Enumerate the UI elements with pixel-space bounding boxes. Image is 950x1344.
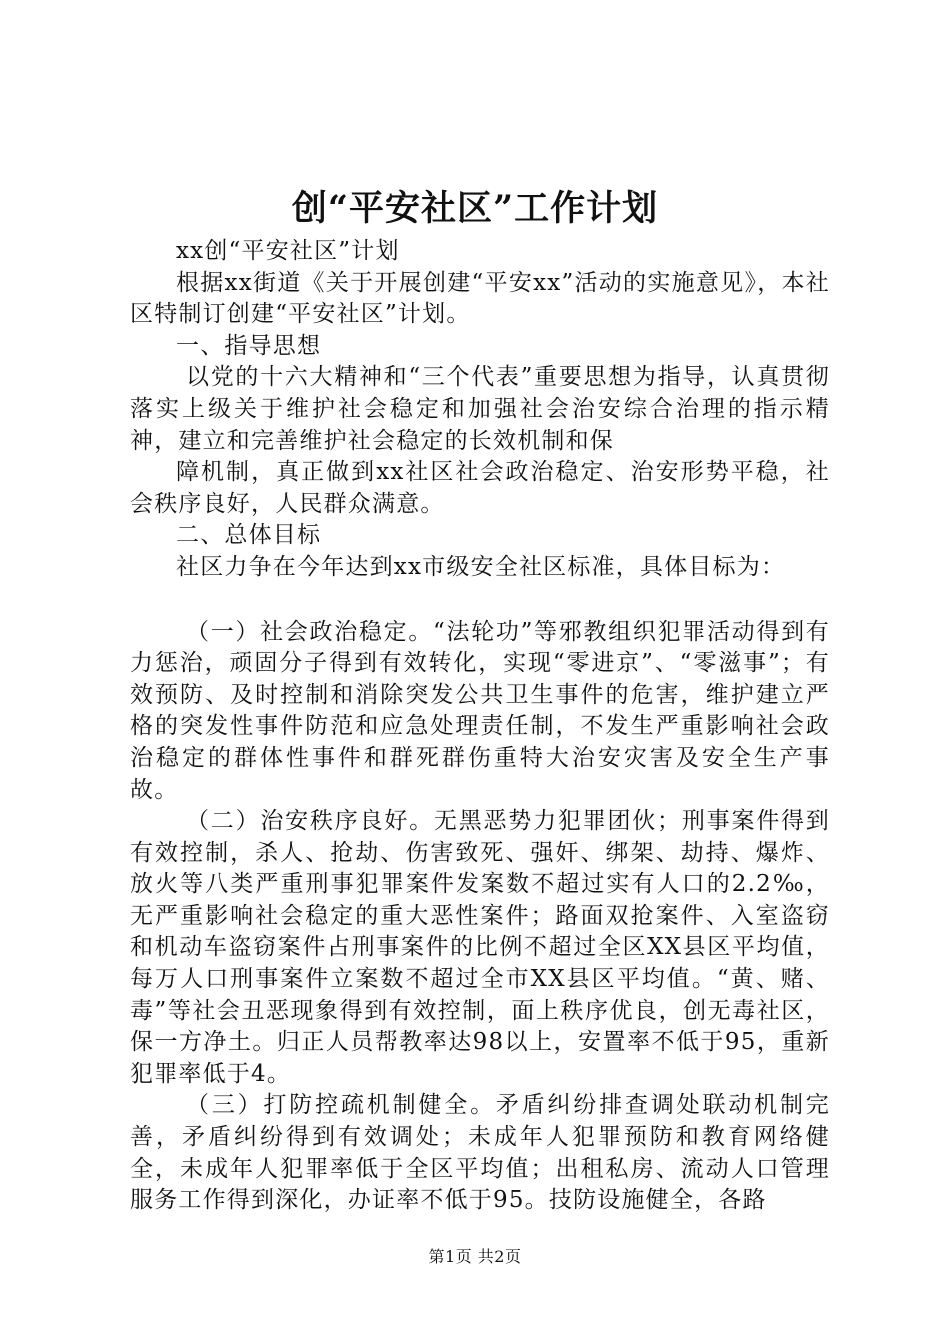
document-title: 创“平安社区”工作计划: [291, 188, 659, 229]
guiding-thought-paragraph: 以党的十六大精神和“三个代表”重要思想为指导，认真贯彻落实上级关于维护社会稳定和加强社会治安综合治理的指示精神，建立和完善维护社会稳定的长效机制和保: [130, 364, 830, 454]
page-footer: 第1页 共2页: [428, 1247, 522, 1266]
overall-goal-paragraph: 社区力争在今年达到xx市级安全社区标准，具体目标为：: [176, 553, 786, 580]
guiding-thought-continuation: 障机制，真正做到xx社区社会政治稳定、治安形势平稳，社会秩序良好，人民群众满意。: [130, 459, 830, 517]
goal-item-3: （三）打防控疏机制健全。矛盾纠纷排查调处联动机制完善，矛盾纠纷得到有效调处；未成年人犯罪预防和教育网络健全，未成年人犯罪率低于全区平均值；出租私房、流动人口管理服务工作得到深化，办证率不低于95。技防设施健全，各路: [130, 1092, 830, 1214]
goal-item-1: （一）社会政治稳定。“法轮功”等邪教组织犯罪活动得到有力惩治，顽固分子得到有效转化，实现“零进京”、“零滋事”；有效预防、及时控制和消除突发公共卫生事件的危害，维护建立严格的突发性事件防范和应急处理责任制，不发生严重影响社会政治稳定的群体性事件和群死群伤重特大治安灾害及安全生产事故。: [130, 618, 830, 803]
goal-item-2: （二）治安秩序良好。无黑恶势力犯罪团伙；刑事案件得到有效控制，杀人、抢劫、伤害致死、强奸、绑架、劫持、爆炸、放火等八类严重刑事犯罪案件发案数不超过实有人口的2.2‰，无严重影响社会稳定的重大恶性案件；路面双抢案件、入室盗窃和机动车盗窃案件占刑事案件的比例不超过全区XX县区平均值，每万人口刑事案件立案数不超过全市XX县区平均值。“黄、赌、毒”等社会丑恶现象得到有效控制，面上秩序优良，创无毒社区，保一方净土。归正人员帮教率达98以上，安置率不低于95，重新犯罪率低于4。: [130, 808, 830, 1087]
section-heading-guiding-thought: 一、指导思想: [176, 332, 322, 359]
plan-heading: xx创“平安社区”计划: [176, 238, 400, 264]
section-heading-overall-goal: 二、总体目标: [176, 522, 322, 549]
document-body: [130, 236, 830, 1217]
intro-paragraph: 根据xx街道《关于开展创建“平安xx”活动的实施意见》，本社区特制订创建“平安社区”计划。: [130, 269, 830, 328]
blank-line: [130, 584, 830, 617]
